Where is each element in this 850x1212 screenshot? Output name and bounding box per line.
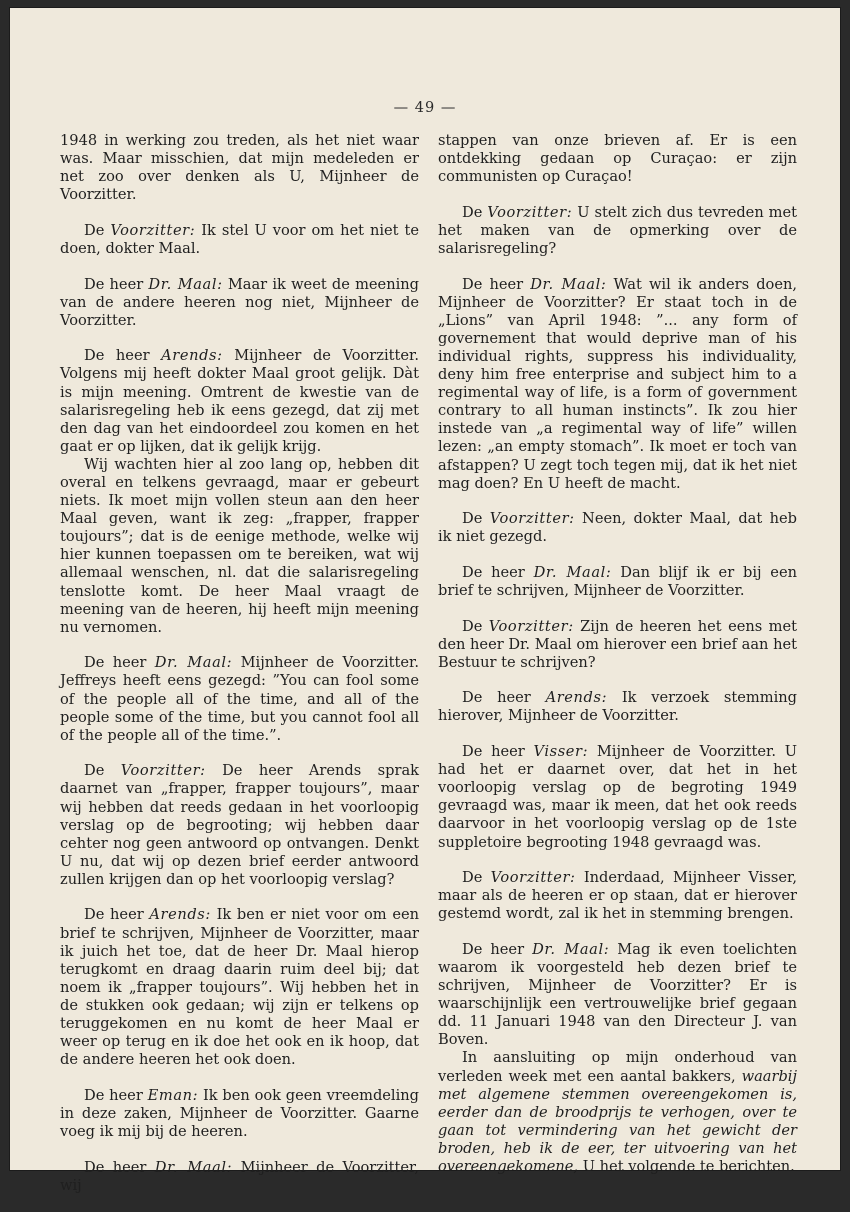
speaker-name: Dr. Maal: [530,275,607,293]
speaker-name: Voorzitter: [110,221,196,239]
paragraph: Wij wachten hier al zoo lang op, hebben dit overal en telkens gevraagd, maar er gebeurt niets. Ik moet mijn vollen steun aan den heer Maal geven, want ik zeg: „frapper, frapper toujours”; dat is de eenige methode, welke wij hier kunnen toepassen om te bereiken, wat wij allemaal wenschen, nl. dat die salarisregeling tenslotte komt. De heer Maal vraagt de meening van de heeren, hij heeft mijn meening nu vernomen. [60,455,419,636]
paragraph: De heer Dr. Maal: Wat wil ik anders doen, Mijnheer de Voorzitter? Er staat toch in de „Lions” van April 1948: ”... any form of governement that would deprive man of his individual rights, suppress his individuality, deny him free enterprise and subject him to a regimental way of life, is a form of government contrary to all human instincts”. Ik zou hier instede van „a regimental way of life” willen lezen: „an empty stomach”. Ik moet er toch van afstappen? U zegt toch tegen mij, dat ik het niet mag doen? En U heeft de macht. [438,275,797,492]
speaker-name: Dr. Maal: [533,563,612,581]
speaker-name: Dr. Maal: [154,654,233,672]
speaker-name: Voorzitter: [489,510,575,528]
quoted-italic-text: waarbij met algemene stemmen overeengekomen is, eerder dan de broodprijs te verhogen, over te gaan tot vermindering van het gewicht der broden, heb ik de eer, ter uitvoering van het overeengekomene, [438,1067,797,1175]
paragraph: De heer Dr. Maal: Mijnheer de Voorzitter, wij [60,1158,420,1194]
paragraph: De Voorzitter: Zijn de heeren het eens met den heer Dr. Maal om hierover een brief aan het Bestuur te schrijven? [438,617,797,671]
speaker-name: Arends: [161,347,223,365]
speaker-name: Dr. Maal: [154,1158,233,1176]
speaker-name: Arends: [149,906,211,924]
paragraph: De Voorzitter: U stelt zich dus tevreden met het maken van de opmerking over de salarisregeling? [438,203,798,257]
speaker-name: Voorzitter: [120,762,206,780]
paragraph: De heer Visser: Mijnheer de Voorzitter. U had het er daarnet over, dat het in het voorloopig verslag op de begroting 1949 gevraagd was, maar ik meen, dat het ook reeds daarvoor in het voorloopig verslag op de 1ste suppletoire begrooting 1948 gevraagd was. [438,743,797,851]
speaker-name: Dr. Maal: [532,940,610,958]
left-column [60,132,419,1212]
speaker-name: Arends: [545,689,608,707]
speaker-name: Voorzitter: [488,617,574,635]
paragraph: De heer Dr. Maal: Dan blijf ik er bij een brief te schrijven, Mijnheer de Voorzitter. [438,563,797,599]
page-number: — 49 — [393,100,457,116]
speaker-name: Eman: [147,1086,199,1104]
paragraph: De heer Dr. Maal: Mijnheer de Voorzitter. Jeffreys heeft eens gezegd: ”You can fool some of the people all of the time, and all of the people some of the time, but you cannot fool all of the people all of the time.”. [60,654,420,744]
paragraph: De heer Eman: Ik ben ook geen vreemdeling in deze zaken, Mijnheer de Voorzitter. Gaarne voeg ik mij bij de heeren. [60,1086,420,1140]
paragraph: stappen van onze brieven af. Er is een ontdekking gedaan op Curaçao: er zijn communisten op Curaçao! [438,132,797,186]
paragraph: De heer Arends: Ik ben er niet voor om een brief te schrijven, Mijnheer de Voorzitter, maar ik juich het toe, dat de heer Dr. Maal hierop terugkomt en draag daarin ruim deel bij; dat noem ik „frapper toujours”. Wij hebben het in de stukken ook gedaan; wij zijn er telkens op teruggekomen en nu komt de heer Maal er weer op terug en ik doe het ook en ik hoop, dat de andere heeren het ook doen. [60,906,419,1069]
speaker-name: Dr. Maal: [148,275,223,293]
paragraph: De heer Dr. Maal: Mag ik even toelichten waarom ik voorgesteld heb dezen brief te schrijven, Mijnheer de Voorzitter? Er is waarschijnlijk een vertrouwelijke brief gegaan dd. 11 Januari 1948 van den Directeur J. van Boven. [438,940,797,1049]
paragraph: De heer Arends: Mijnheer de Voorzitter. Volgens mij heeft dokter Maal groot gelijk. Dàt is mijn meening. Omtrent de kwestie van de salarisregeling heb ik eens gezegd, dat zij met den dag van het eindoordeel zou komen en het gaat er op lijken, dat ik gelijk krijg. [60,347,420,455]
paragraph: De Voorzitter: Neen, dokter Maal, dat heb ik niet gezegd. [438,510,797,546]
paragraph: De heer Dr. Maal: Maar ik weet de meening van de andere heeren nog niet, Mijnheer de Voorzitter. [60,275,419,329]
paragraph: De Voorzitter: Ik stel U voor om het niet te doen, dokter Maal. [60,221,419,257]
paragraph: In aansluiting op mijn onderhoud van verleden week met een aantal bakkers, waarbij met algemene stemmen overeengekomen is, eerder dan de broodprijs te verhogen, over te gaan tot vermindering van het gewicht der broden, heb ik de eer, ter uitvoering van het overeengekomene, U het volgende te berichten. [438,1049,797,1175]
paragraph: De Voorzitter: De heer Arends sprak daarnet van „frapper, frapper toujours”, maar wij hebben dat reeds gedaan in het voorloopig verslag op de begrooting; wij hebben daar cehter nog geen antwoord op ontvangen. Denkt U nu, dat wij op dezen brief eerder antwoord zullen krijgen dan op het voorloopig verslag? [60,762,419,888]
paragraph: 1948 in werking zou treden, als het niet waar was. Maar misschien, dat mijn medeleden er net zoo over denken als U, Mijnheer de Voorzitter. [60,132,419,204]
paragraph: De Voorzitter: Inderdaad, Mijnheer Visser, maar als de heeren er op staan, dat er hierover gestemd wordt, zal ik het in stemming brengen. [438,869,797,923]
document-page [10,8,840,1194]
speaker-name: Voorzitter: [490,869,576,887]
speaker-name: Voorzitter: [487,203,573,221]
right-column [438,132,797,1194]
speaker-name: Visser: [533,743,589,761]
paragraph: De heer Arends: Ik verzoek stemming hierover, Mijnheer de Voorzitter. [438,689,797,725]
